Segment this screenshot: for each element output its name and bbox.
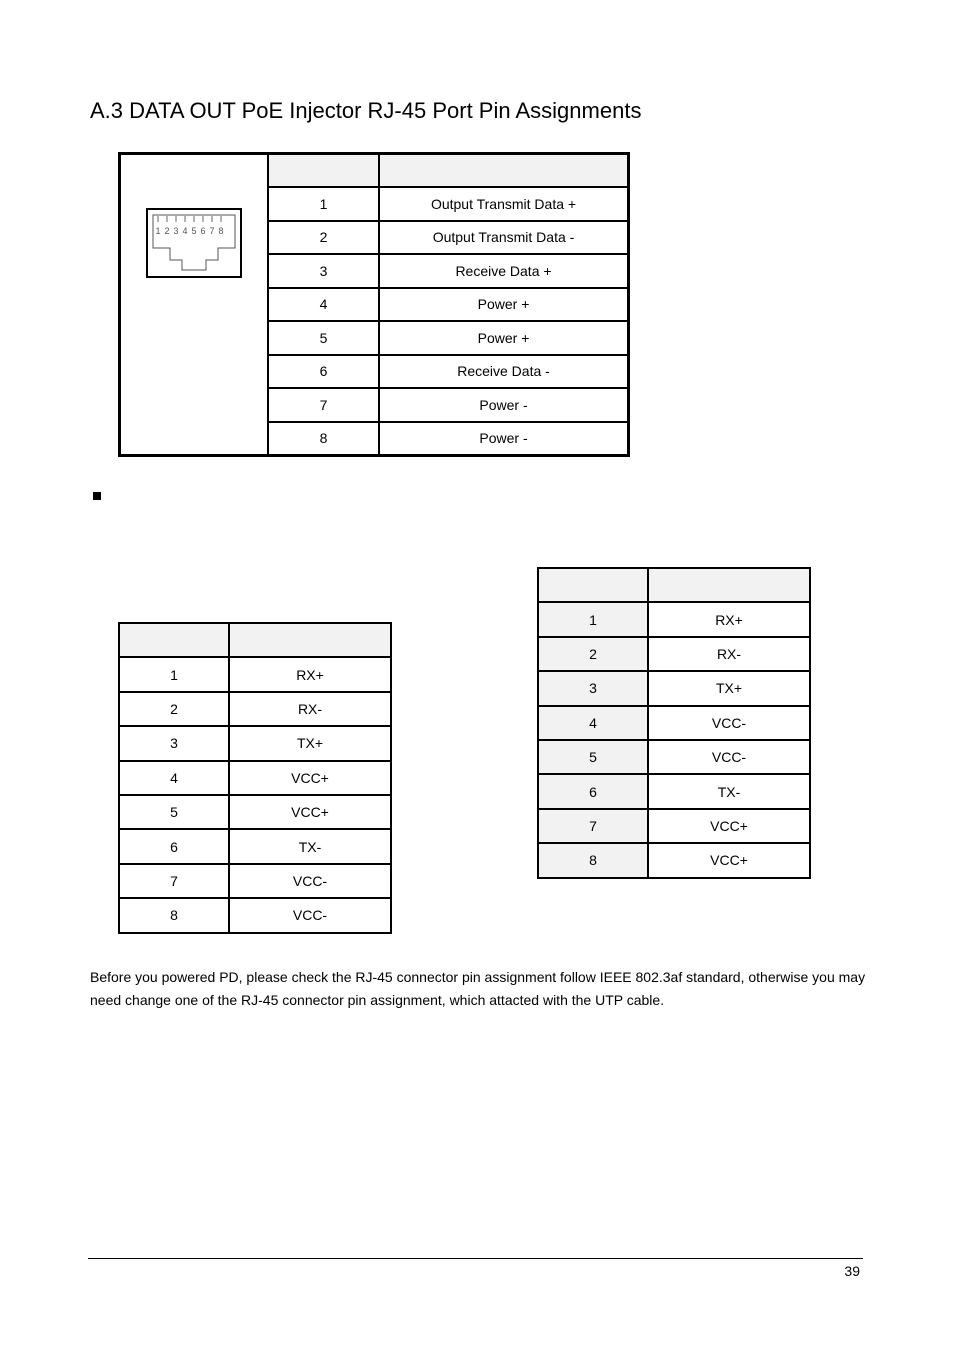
jack-pin-label: 7 (209, 226, 215, 236)
pin-assignment: Output Transmit Data + (379, 187, 629, 221)
pin-assignment: VCC+ (648, 843, 810, 877)
jack-pin-label: 4 (182, 226, 188, 236)
pin-assignment: Power - (379, 422, 629, 456)
pin-number: 7 (538, 809, 648, 843)
table-row (119, 761, 391, 795)
left-pin-table (118, 622, 392, 934)
pin-number: 2 (268, 221, 379, 255)
pin-number: 4 (268, 288, 379, 322)
table-header-row (538, 568, 810, 602)
table-row (538, 740, 810, 774)
pin-number: 3 (538, 671, 648, 705)
pin-number: 8 (538, 843, 648, 877)
pin-assignment: TX+ (229, 726, 391, 760)
pin-assignment: Power + (379, 288, 629, 322)
pin-assignment: TX- (648, 774, 810, 808)
table-row (538, 602, 810, 636)
bullet-marker (93, 492, 101, 500)
jack-image-cell (120, 154, 269, 456)
poe-injector-pin-table (118, 152, 630, 457)
pin-assignment: TX- (229, 829, 391, 863)
header-pin (538, 568, 648, 602)
jack-pin-label: 6 (200, 226, 206, 236)
table-row (119, 864, 391, 898)
pin-number: 4 (119, 761, 229, 795)
pin-assignment: RX- (229, 692, 391, 726)
pin-number: 6 (538, 774, 648, 808)
pin-assignment: VCC+ (648, 809, 810, 843)
table-row (538, 774, 810, 808)
table-row (119, 657, 391, 691)
jack-pin-label: 3 (173, 226, 179, 236)
pin-number: 1 (538, 602, 648, 636)
header-pin (119, 623, 229, 657)
table-row (538, 706, 810, 740)
pin-assignment: Power + (379, 321, 629, 355)
pin-number: 7 (119, 864, 229, 898)
pin-number: 6 (268, 355, 379, 389)
table-row (538, 809, 810, 843)
header-assignment (379, 154, 629, 188)
jack-pin-label: 8 (218, 226, 224, 236)
pin-number: 5 (268, 321, 379, 355)
pin-assignment: Receive Data + (379, 254, 629, 288)
pin-assignment: RX+ (648, 602, 810, 636)
footer-divider (88, 1258, 863, 1259)
table-row (538, 637, 810, 671)
pin-number: 4 (538, 706, 648, 740)
pin-assignment: VCC- (648, 740, 810, 774)
header-assignment (229, 623, 391, 657)
table-row (538, 671, 810, 705)
pin-number: 5 (538, 740, 648, 774)
jack-pin-label: 2 (164, 226, 170, 236)
table-header-row (120, 154, 629, 188)
header-assignment (648, 568, 810, 602)
pin-number: 5 (119, 795, 229, 829)
pin-number: 7 (268, 388, 379, 422)
table-row (119, 692, 391, 726)
pin-assignment: RX- (648, 637, 810, 671)
pin-assignment: RX+ (229, 657, 391, 691)
pin-number: 1 (119, 657, 229, 691)
table-row (538, 843, 810, 877)
pin-assignment: VCC- (229, 864, 391, 898)
jack-pin-label: 5 (191, 226, 197, 236)
pin-assignment: VCC+ (229, 795, 391, 829)
pin-assignment: VCC- (648, 706, 810, 740)
pin-assignment: Power - (379, 388, 629, 422)
section-title: A.3 DATA OUT PoE Injector RJ-45 Port Pin Assignments (90, 98, 642, 123)
pin-assignment: Output Transmit Data - (379, 221, 629, 255)
table-row (119, 898, 391, 932)
rj45-jack-icon (146, 208, 242, 278)
table-row (119, 829, 391, 863)
pin-number: 1 (268, 187, 379, 221)
pin-number: 3 (119, 726, 229, 760)
pin-number: 2 (538, 637, 648, 671)
pin-assignment: Receive Data - (379, 355, 629, 389)
pin-number: 6 (119, 829, 229, 863)
pin-assignment: VCC+ (229, 761, 391, 795)
table-header-row (119, 623, 391, 657)
pin-assignment: VCC- (229, 898, 391, 932)
table-row (119, 795, 391, 829)
page-number: 39 (844, 1263, 860, 1279)
pin-number: 8 (268, 422, 379, 456)
pin-number: 3 (268, 254, 379, 288)
pin-number: 2 (119, 692, 229, 726)
jack-pin-label: 1 (155, 226, 161, 236)
pin-number: 8 (119, 898, 229, 932)
right-pin-table (537, 567, 811, 879)
note-paragraph: Before you powered PD, please check the RJ-45 connector pin assignment follow IEEE 802.3af standard, otherwise you may need change one of the RJ-45 connector pin assignment, which attacted with the UTP cable. (90, 969, 866, 1008)
pin-assignment: TX+ (648, 671, 810, 705)
table-row (119, 726, 391, 760)
header-pin (268, 154, 379, 188)
